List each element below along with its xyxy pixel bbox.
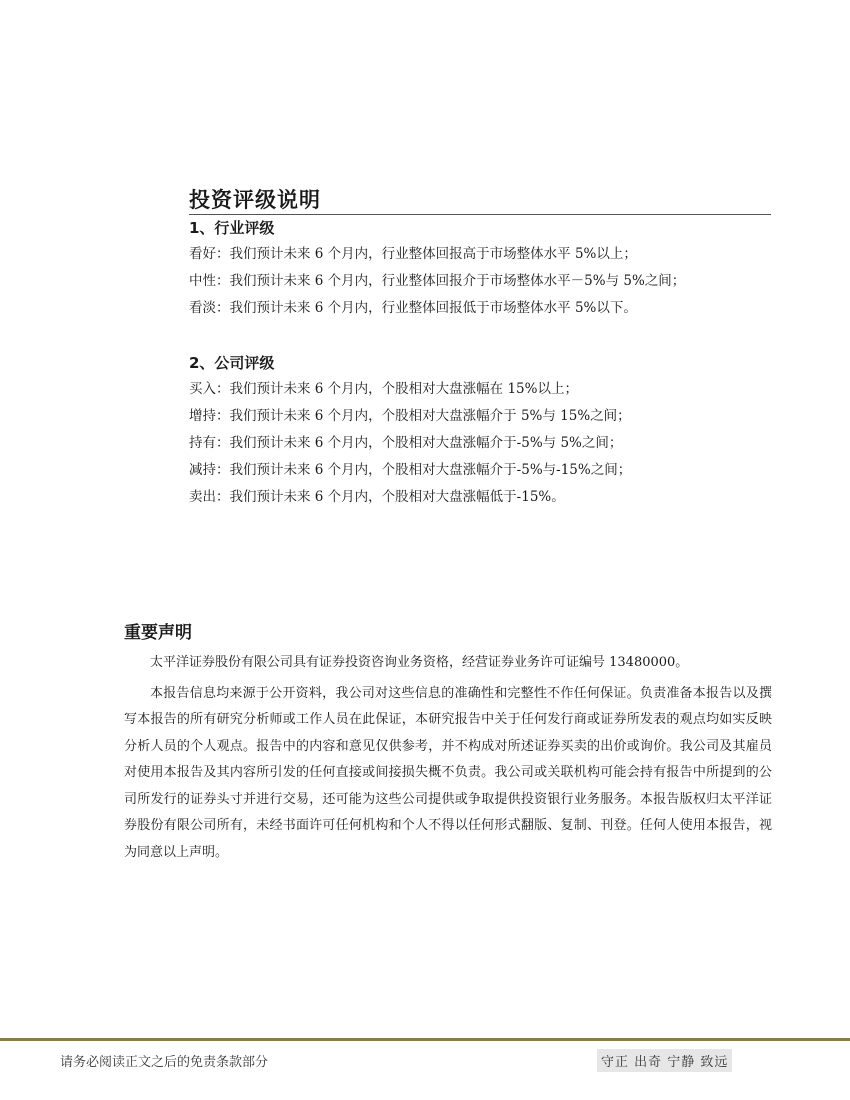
industry-rating-list [189, 241, 771, 322]
company-rating-item: 减持：我们预计未来 6 个月内，个股相对大盘涨幅介于-5%与-15%之间； [189, 462, 632, 478]
industry-rating-item: 中性：我们预计未来 6 个月内，行业整体回报介于市场整体水平－5%与 5%之间； [189, 273, 686, 289]
footer-motto: 守正 出奇 宁静 致远 [597, 1049, 732, 1072]
rating-section-title: 投资评级说明 [189, 186, 771, 215]
industry-rating-heading: 1、行业评级 [189, 219, 275, 237]
footer-notice: 请务必阅读正文之后的免责条款部分 [60, 1055, 269, 1070]
industry-rating-item: 看好：我们预计未来 6 个月内，行业整体回报高于市场整体水平 5%以上； [189, 246, 637, 262]
company-rating-item: 增持：我们预计未来 6 个月内，个股相对大盘涨幅介于 5%与 15%之间； [189, 408, 631, 424]
rating-section [189, 186, 771, 511]
disclaimer-paragraph: 本报告信息均来源于公开资料，我公司对这些信息的准确性和完整性不作任何保证。负责准备本报告以及撰写本报告的所有研究分析师或工作人员在此保证，本研究报告中关于任何发行商或证券所发表的观点均如实反映分析人员的个人观点。报告中的内容和意见仅供参考，并不构成对所述证券买卖的出价或询价。我公司及其雇员对使用本报告及其内容所引发的任何直接或间接损失概不负责。我公司或关联机构可能会持有报告中所提到的公司所发行的证券头寸并进行交易，还可能为这些公司提供或争取提供投资银行业务服务。本报告版权归太平洋证券股份有限公司所有，未经书面许可任何机构和个人不得以任何形式翻版、复制、刊登。任何人使用本报告，视为同意以上声明。 [124, 685, 772, 860]
company-rating-heading: 2、公司评级 [189, 354, 275, 372]
company-rating-list [189, 376, 771, 511]
important-disclaimer [124, 620, 772, 866]
footer-divider [0, 1038, 850, 1041]
company-rating-item: 卖出：我们预计未来 6 个月内，个股相对大盘涨幅低于-15%。 [189, 489, 565, 505]
company-rating-item: 买入：我们预计未来 6 个月内，个股相对大盘涨幅在 15%以上； [189, 381, 578, 397]
industry-rating-item: 看淡：我们预计未来 6 个月内，行业整体回报低于市场整体水平 5%以下。 [189, 300, 637, 316]
company-rating-item: 持有：我们预计未来 6 个月内，个股相对大盘涨幅介于-5%与 5%之间； [189, 435, 623, 451]
disclaimer-title: 重要声明 [124, 623, 192, 643]
disclaimer-paragraph: 太平洋证券股份有限公司具有证券投资咨询业务资格，经营证券业务许可证编号 13480000。 [150, 655, 689, 670]
